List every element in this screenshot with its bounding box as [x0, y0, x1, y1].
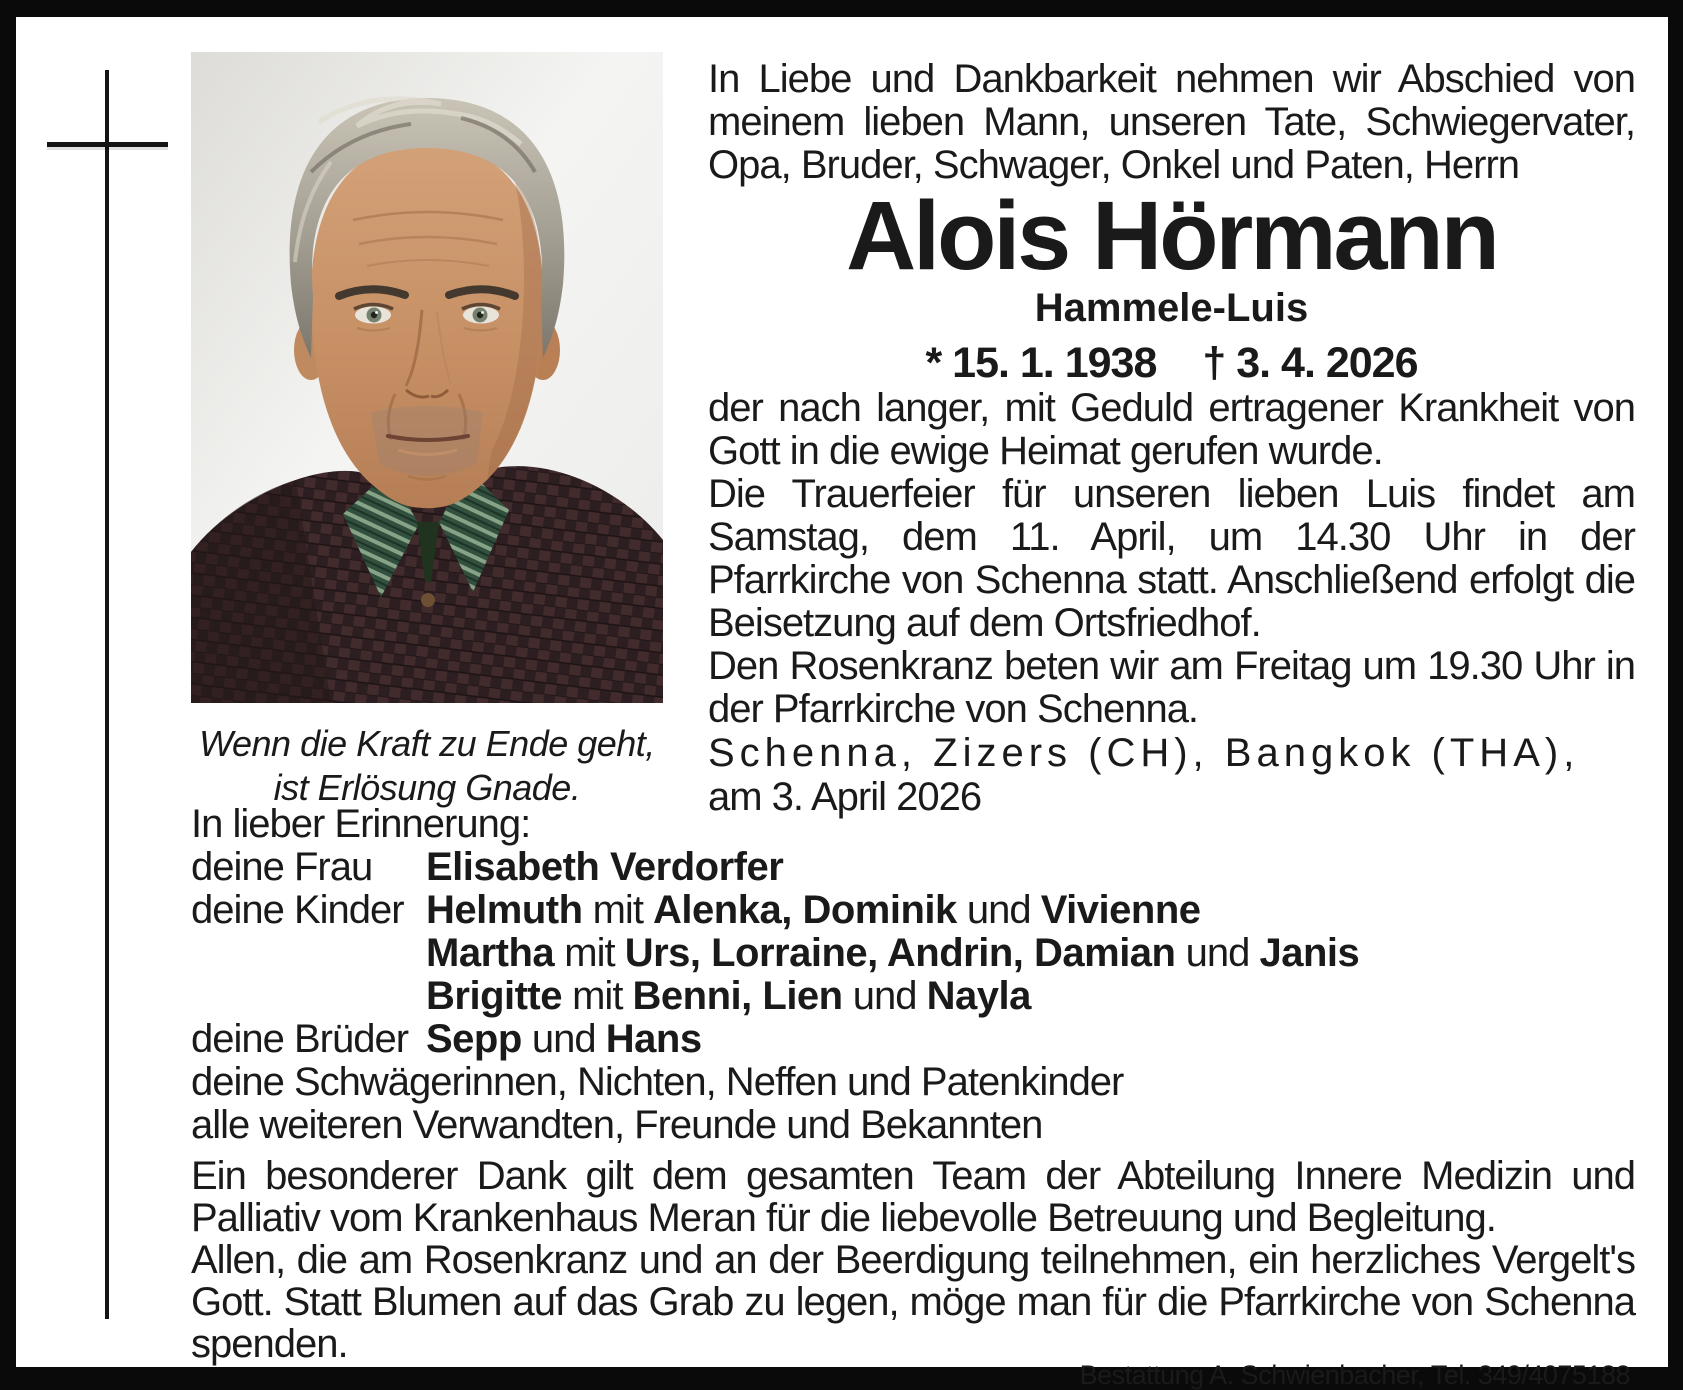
memory-extra: [191, 1061, 1635, 1147]
passing-paragraph: der nach langer, mit Geduld ertragener Krankheit von Gott in die ewige Heimat gerufen wurde.: [708, 386, 1635, 473]
memory-row-label: deine Frau: [191, 845, 373, 889]
places-line: Schenna, Zizers (CH), Bangkok (THA),: [708, 731, 1580, 775]
memory-row: [191, 975, 1635, 1018]
deceased-nickname: Hammele-Luis: [1034, 286, 1309, 330]
deceased-name: Alois Hörmann: [846, 181, 1497, 290]
thanks-paragraph: Allen, die am Rosenkranz und an der Beerdigung teilnehmen, ein herzliches Vergelt's Gott. Statt Blumen auf das Grab zu legen, möge man für die Pfarrkirche von Schenna spenden.: [191, 1238, 1635, 1366]
memory-row-label: deine Brüder: [191, 1017, 409, 1061]
memory-rows: [191, 846, 1635, 1061]
memory-block: [191, 803, 1635, 1365]
memory-extra-line: deine Schwägerinnen, Nichten, Neffen und Patenkinder: [191, 1060, 1124, 1104]
memory-row: [191, 1018, 1635, 1061]
cross-vertical-bar: [105, 70, 109, 1319]
date-line: am 3. April 2026: [708, 775, 982, 819]
birth-date: * 15. 1. 1938: [925, 339, 1157, 387]
death-date: † 3. 4. 2026: [1202, 339, 1418, 387]
photo-caption: [191, 722, 663, 810]
life-dates: [708, 339, 1635, 387]
thanks-paragraph: Ein besonderer Dank gilt dem gesamten Team der Abteilung Innere Medizin und Palliativ vom Krankenhaus Meran für die liebevolle Betreuung und Begleitung.: [191, 1154, 1635, 1240]
memory-row-names: Helmuth mit Alenka, Dominik und Vivienne: [426, 888, 1201, 932]
photo-caption-line: Wenn die Kraft zu Ende geht,: [199, 723, 655, 764]
memory-row: [191, 889, 1635, 932]
portrait-photo: [191, 52, 663, 703]
announcement-column: [708, 58, 1635, 819]
funeral-paragraph: Die Trauerfeier für unseren lieben Luis findet am Samstag, dem 11. April, um 14.30 Uhr in der Pfarrkirche von Schenna statt. Anschließend erfolgt die Beisetzung auf dem Ortsfriedhof.: [708, 472, 1635, 645]
cross-horizontal-bar: [47, 142, 168, 147]
memory-row-names: Brigitte mit Benni, Lien und Nayla: [426, 974, 1031, 1018]
memory-row-label: deine Kinder: [191, 888, 404, 932]
portrait-illustration: [191, 52, 663, 703]
memory-row-names: Sepp und Hans: [426, 1017, 702, 1061]
intro-paragraph: In Liebe und Dankbarkeit nehmen wir Abschied von meinem lieben Mann, unseren Tate, Schwiegervater, Opa, Bruder, Schwager, Onkel und Paten, Herrn: [708, 57, 1635, 187]
rosary-paragraph: Den Rosenkranz beten wir am Freitag um 19.30 Uhr in der Pfarrkirche von Schenna.: [708, 644, 1635, 731]
thanks-block: [191, 1155, 1635, 1365]
memory-row: [191, 846, 1635, 889]
memory-heading: In lieber Erinnerung:: [191, 802, 531, 846]
memory-row-names: Elisabeth Verdorfer: [426, 845, 784, 889]
funeral-home-note: Bestattung A. Schwienbacher, Tel. 349/4075188: [1079, 1360, 1630, 1390]
memory-row: [191, 932, 1635, 975]
obituary-page: [16, 17, 1668, 1390]
memory-row-label: [191, 975, 426, 1018]
memory-row-label: [191, 932, 426, 975]
photo-caption-line: ist Erlösung Gnade.: [273, 767, 581, 808]
memory-row-names: Martha mit Urs, Lorraine, Andrin, Damian und Janis: [426, 931, 1360, 975]
memory-extra-line: alle weiteren Verwandten, Freunde und Bekannten: [191, 1103, 1043, 1147]
